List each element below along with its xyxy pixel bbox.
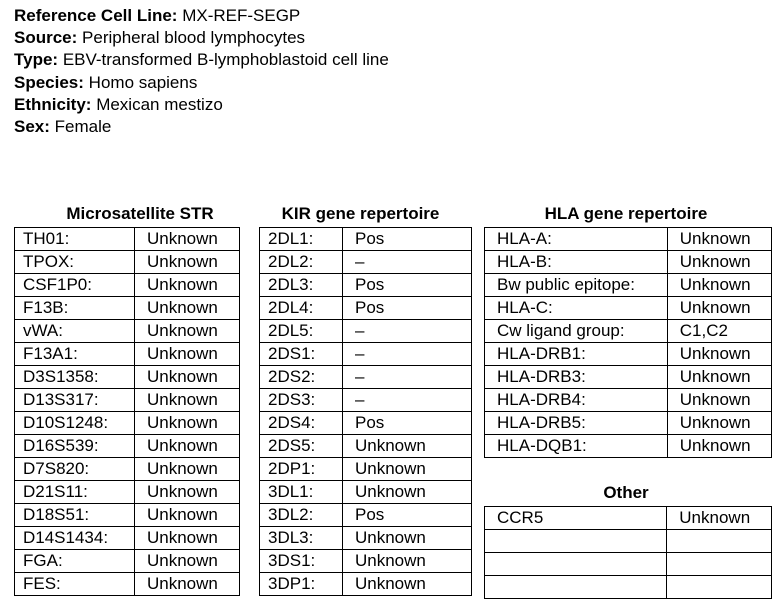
info-sex [14,116,389,138]
info-source [14,27,389,49]
str-value-cell: Unknown [135,320,240,343]
kir-row [260,435,472,458]
other-section-title: Other [603,483,649,502]
other-name-cell: CCR5 [485,507,667,530]
str-value-cell: Unknown [135,297,240,320]
str-value-cell: Unknown [135,527,240,550]
kir-row [260,481,472,504]
hla-row [485,228,772,251]
kir-row [260,228,472,251]
str-value-cell: Unknown [135,435,240,458]
kir-row [260,573,472,596]
other-value-cell [667,530,772,553]
info-type [14,49,389,71]
str-row [15,573,240,596]
str-row [15,550,240,573]
kir-row [260,251,472,274]
hla-section-title: HLA gene repertoire [544,204,708,223]
str-name-cell: D21S11: [15,481,135,504]
str-value-cell: Unknown [135,251,240,274]
info-label: Sex: [14,117,50,137]
kir-row [260,458,472,481]
str-value-cell: Unknown [135,228,240,251]
kir-name-cell: 3DL1: [260,481,343,504]
kir-name-cell: 2DS1: [260,343,343,366]
hla-value-cell: Unknown [667,366,771,389]
str-row [15,297,240,320]
info-species [14,72,389,94]
info-label: Species: [14,72,84,92]
kir-name-cell: 3DP1: [260,573,343,596]
info-label: Type: [14,50,59,70]
info-value: Peripheral blood lymphocytes [82,28,306,48]
hla-table [484,227,772,458]
other-value-cell [667,576,772,599]
str-value-cell: Unknown [135,274,240,297]
hla-row [485,435,772,458]
hla-row [485,251,772,274]
kir-row [260,550,472,573]
str-name-cell: F13B: [15,297,135,320]
str-row [15,320,240,343]
str-row [15,435,240,458]
str-row [15,389,240,412]
str-name-cell: TPOX: [15,251,135,274]
kir-value-cell: – [343,343,472,366]
hla-name-cell: HLA-B: [485,251,668,274]
info-ethnicity [14,94,389,116]
str-value-cell: Unknown [135,389,240,412]
str-name-cell: D13S317: [15,389,135,412]
info-value: Homo sapiens [88,72,198,92]
str-name-cell: F13A1: [15,343,135,366]
other-row [485,576,772,599]
kir-name-cell: 2DS3: [260,389,343,412]
other-row [485,553,772,576]
kir-name-cell: 3DL3: [260,527,343,550]
kir-name-cell: 2DL3: [260,274,343,297]
kir-value-cell: Pos [343,412,472,435]
hla-name-cell: HLA-DRB4: [485,389,668,412]
hla-name-cell: HLA-C: [485,297,668,320]
kir-name-cell: 2DL4: [260,297,343,320]
str-name-cell: D14S1434: [15,527,135,550]
kir-value-cell: – [343,320,472,343]
kir-row [260,504,472,527]
kir-value-cell: Pos [343,228,472,251]
hla-name-cell: HLA-DRB5: [485,412,668,435]
other-name-cell [485,530,667,553]
kir-value-cell: Unknown [343,550,472,573]
str-section-title: Microsatellite STR [66,204,214,223]
kir-value-cell: Unknown [343,481,472,504]
str-value-cell: Unknown [135,458,240,481]
kir-row [260,412,472,435]
kir-row [260,343,472,366]
str-row [15,412,240,435]
other-value-cell: Unknown [667,507,772,530]
str-row [15,228,240,251]
other-row [485,530,772,553]
kir-table [259,227,472,596]
info-label: Reference Cell Line: [14,6,178,25]
kir-name-cell: 2DS4: [260,412,343,435]
str-table [14,227,240,596]
kir-value-cell: Unknown [343,458,472,481]
hla-value-cell: Unknown [667,343,771,366]
kir-section-title: KIR gene repertoire [281,204,440,223]
hla-value-cell: Unknown [667,389,771,412]
kir-row [260,366,472,389]
str-value-cell: Unknown [135,481,240,504]
str-value-cell: Unknown [135,343,240,366]
str-row [15,458,240,481]
kir-value-cell: Unknown [343,435,472,458]
other-value-cell [667,553,772,576]
kir-name-cell: 2DL2: [260,251,343,274]
kir-row [260,389,472,412]
other-name-cell [485,576,667,599]
kir-value-cell: – [343,366,472,389]
hla-row [485,366,772,389]
kir-value-cell: Unknown [343,527,472,550]
str-name-cell: TH01: [15,228,135,251]
hla-value-cell: Unknown [667,412,771,435]
hla-row [485,274,772,297]
hla-row [485,389,772,412]
hla-name-cell: HLA-A: [485,228,668,251]
str-row [15,481,240,504]
str-row [15,251,240,274]
hla-row [485,343,772,366]
str-row [15,274,240,297]
info-value: EBV-transformed B-lymphoblastoid cell line [62,50,389,70]
hla-value-cell: Unknown [667,435,771,458]
hla-row [485,320,772,343]
kir-row [260,297,472,320]
kir-name-cell: 2DS2: [260,366,343,389]
kir-name-cell: 2DS5: [260,435,343,458]
hla-value-cell: C1,C2 [667,320,771,343]
other-row [485,507,772,530]
str-value-cell: Unknown [135,366,240,389]
str-name-cell: vWA: [15,320,135,343]
info-value: Mexican mestizo [96,94,223,114]
cell-line-info [14,5,389,138]
kir-name-cell: 2DL1: [260,228,343,251]
hla-row [485,297,772,320]
info-reference-cell-line [14,5,389,27]
str-row [15,366,240,389]
kir-row [260,527,472,550]
hla-value-cell: Unknown [667,251,771,274]
str-name-cell: D3S1358: [15,366,135,389]
kir-value-cell: Pos [343,297,472,320]
kir-value-cell: – [343,389,472,412]
other-table [484,506,772,599]
hla-name-cell: HLA-DRB1: [485,343,668,366]
str-name-cell: FGA: [15,550,135,573]
kir-value-cell: Unknown [343,573,472,596]
info-label: Ethnicity: [14,94,92,114]
hla-value-cell: Unknown [667,274,771,297]
str-name-cell: CSF1P0: [15,274,135,297]
str-row [15,343,240,366]
str-name-cell: D18S51: [15,504,135,527]
str-value-cell: Unknown [135,550,240,573]
hla-row [485,412,772,435]
str-name-cell: D10S1248: [15,412,135,435]
hla-value-cell: Unknown [667,228,771,251]
str-value-cell: Unknown [135,504,240,527]
other-name-cell [485,553,667,576]
hla-name-cell: Bw public epitope: [485,274,668,297]
str-name-cell: D7S820: [15,458,135,481]
info-label: Source: [14,28,78,48]
info-value: Female [54,117,112,137]
kir-value-cell: Pos [343,504,472,527]
kir-value-cell: – [343,251,472,274]
hla-name-cell: Cw ligand group: [485,320,668,343]
hla-name-cell: HLA-DRB3: [485,366,668,389]
str-name-cell: D16S539: [15,435,135,458]
str-name-cell: FES: [15,573,135,596]
hla-value-cell: Unknown [667,297,771,320]
kir-name-cell: 2DL5: [260,320,343,343]
str-row [15,527,240,550]
str-value-cell: Unknown [135,573,240,596]
kir-name-cell: 3DS1: [260,550,343,573]
str-value-cell: Unknown [135,412,240,435]
str-row [15,504,240,527]
kir-row [260,320,472,343]
info-value: MX-REF-SEGP [182,6,301,25]
hla-name-cell: HLA-DQB1: [485,435,668,458]
kir-value-cell: Pos [343,274,472,297]
kir-row [260,274,472,297]
kir-name-cell: 2DP1: [260,458,343,481]
kir-name-cell: 3DL2: [260,504,343,527]
